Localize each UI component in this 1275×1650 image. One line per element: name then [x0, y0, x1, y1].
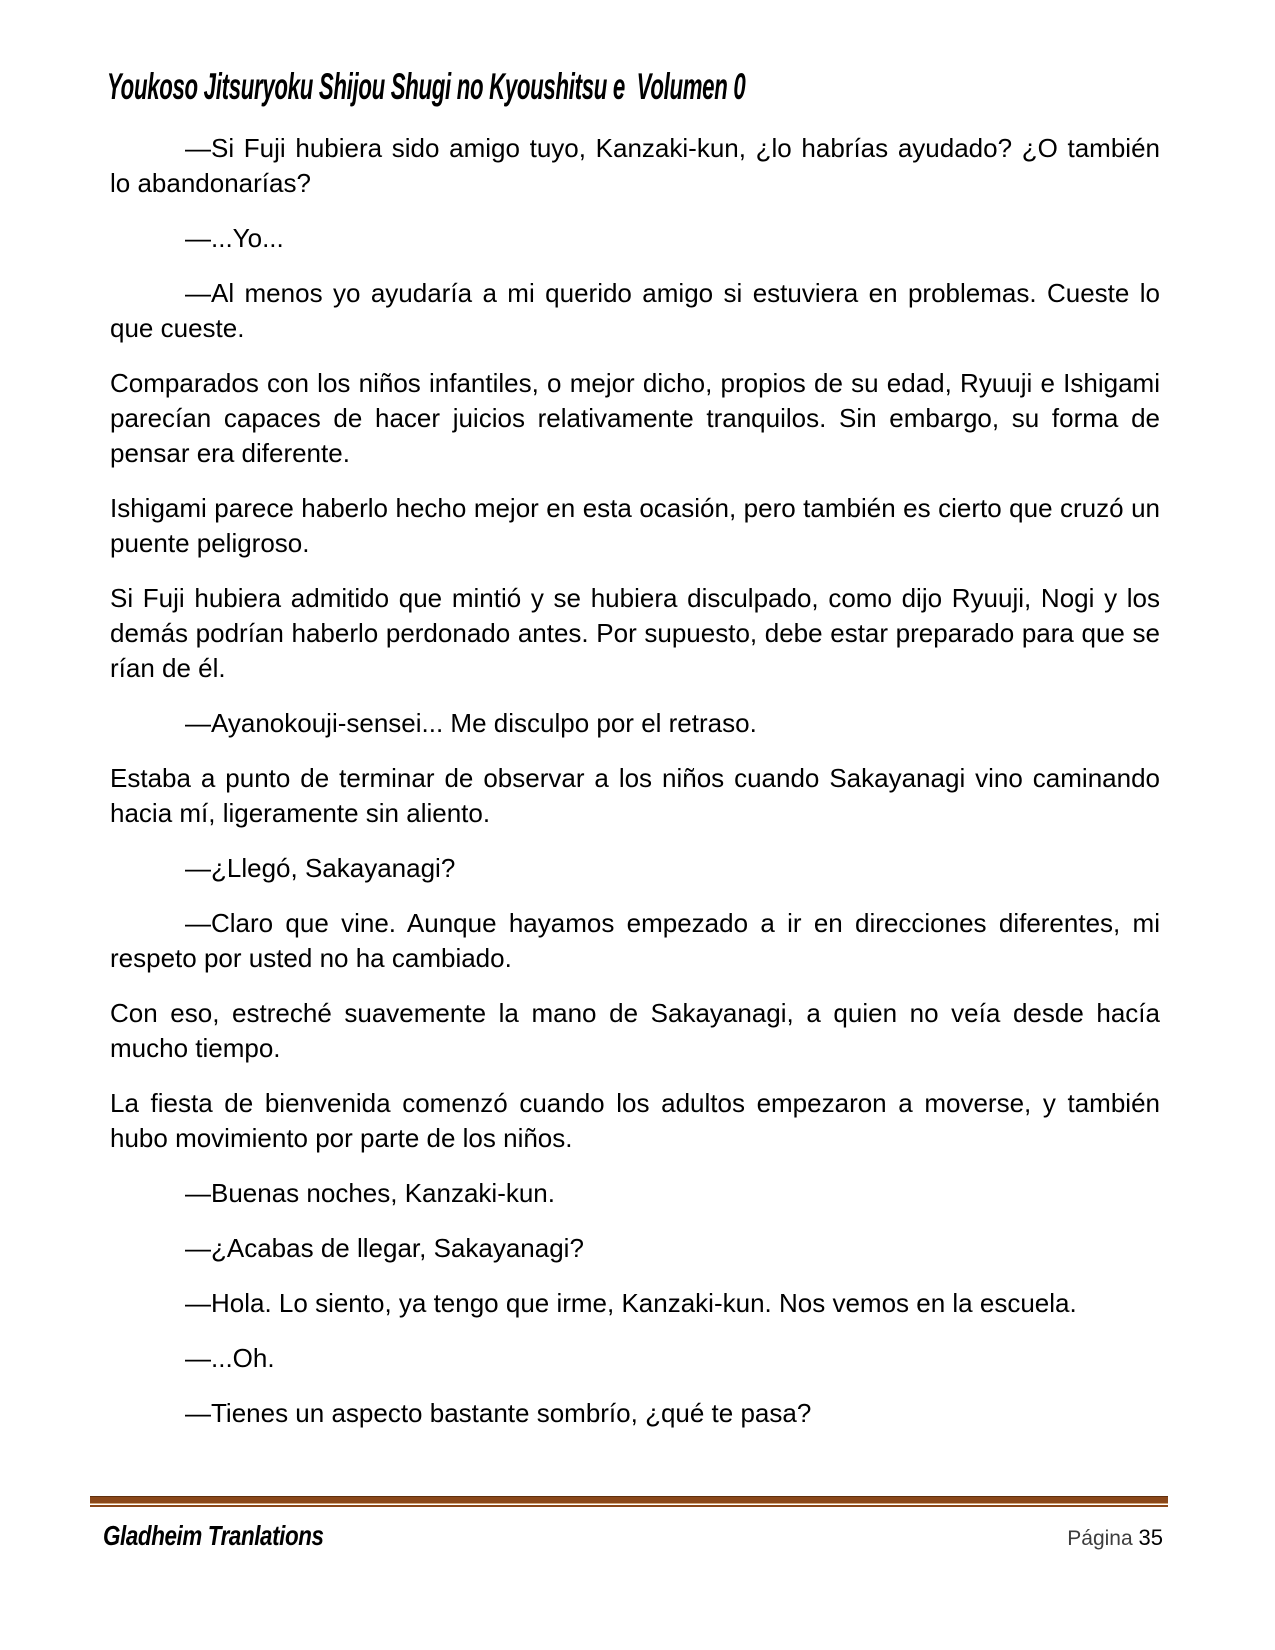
page-number-value: 35	[1138, 1525, 1163, 1550]
page-number-word: Página	[1067, 1527, 1133, 1550]
paragraph: —Hola. Lo siento, ya tengo que irme, Kanzaki-kun. Nos vemos en la escuela.	[185, 1288, 1077, 1318]
page-header-title: Youkoso Jitsuryoku Shijou Shugi no Kyoushitsu e Volumen 0	[107, 66, 746, 107]
footer-divider-rule	[90, 1496, 1168, 1507]
paragraph: —Si Fuji hubiera sido amigo tuyo, Kanzaki-kun, ¿lo habrías ayudado? ¿O también lo abandonarías?	[110, 133, 1160, 198]
paragraph: La fiesta de bienvenida comenzó cuando los adultos empezaron a moverse, y también hubo movimiento por parte de los niños.	[110, 1088, 1160, 1153]
page-footer	[103, 1520, 1163, 1552]
page-number	[1067, 1525, 1163, 1551]
paragraph: Estaba a punto de terminar de observar a los niños cuando Sakayanagi vino caminando hacia mí, ligeramente sin aliento.	[110, 763, 1160, 828]
paragraph: Si Fuji hubiera admitido que mintió y se hubiera disculpado, como dijo Ryuuji, Nogi y los demás podrían haberlo perdonado antes. Por supuesto, debe estar preparado para que se rían de él.	[110, 583, 1160, 683]
paragraph: —...Yo...	[185, 223, 284, 253]
paragraph: Con eso, estreché suavemente la mano de Sakayanagi, a quien no veía desde hacía mucho tiempo.	[110, 998, 1160, 1063]
page-body	[110, 131, 1160, 1451]
paragraph: —Al menos yo ayudaría a mi querido amigo si estuviera en problemas. Cueste lo que cueste.	[110, 278, 1160, 343]
paragraph: —¿Acabas de llegar, Sakayanagi?	[185, 1233, 584, 1263]
paragraph: —Buenas noches, Kanzaki-kun.	[185, 1178, 555, 1208]
paragraph: —Ayanokouji-sensei... Me disculpo por el retraso.	[185, 708, 757, 738]
paragraph: Comparados con los niños infantiles, o mejor dicho, propios de su edad, Ryuuji e Ishigami parecían capaces de hacer juicios relativamente tranquilos. Sin embargo, su forma de pensar era diferente.	[110, 368, 1160, 468]
paragraph: —Claro que vine. Aunque hayamos empezado a ir en direcciones diferentes, mi respeto por usted no ha cambiado.	[110, 908, 1160, 973]
paragraph: Ishigami parece haberlo hecho mejor en esta ocasión, pero también es cierto que cruzó un puente peligroso.	[110, 493, 1160, 558]
paragraph: —Tienes un aspecto bastante sombrío, ¿qué te pasa?	[185, 1398, 812, 1428]
translator-credit: Gladheim Tranlations	[103, 1520, 324, 1551]
paragraph: —...Oh.	[185, 1343, 275, 1373]
paragraph: —¿Llegó, Sakayanagi?	[185, 853, 456, 883]
